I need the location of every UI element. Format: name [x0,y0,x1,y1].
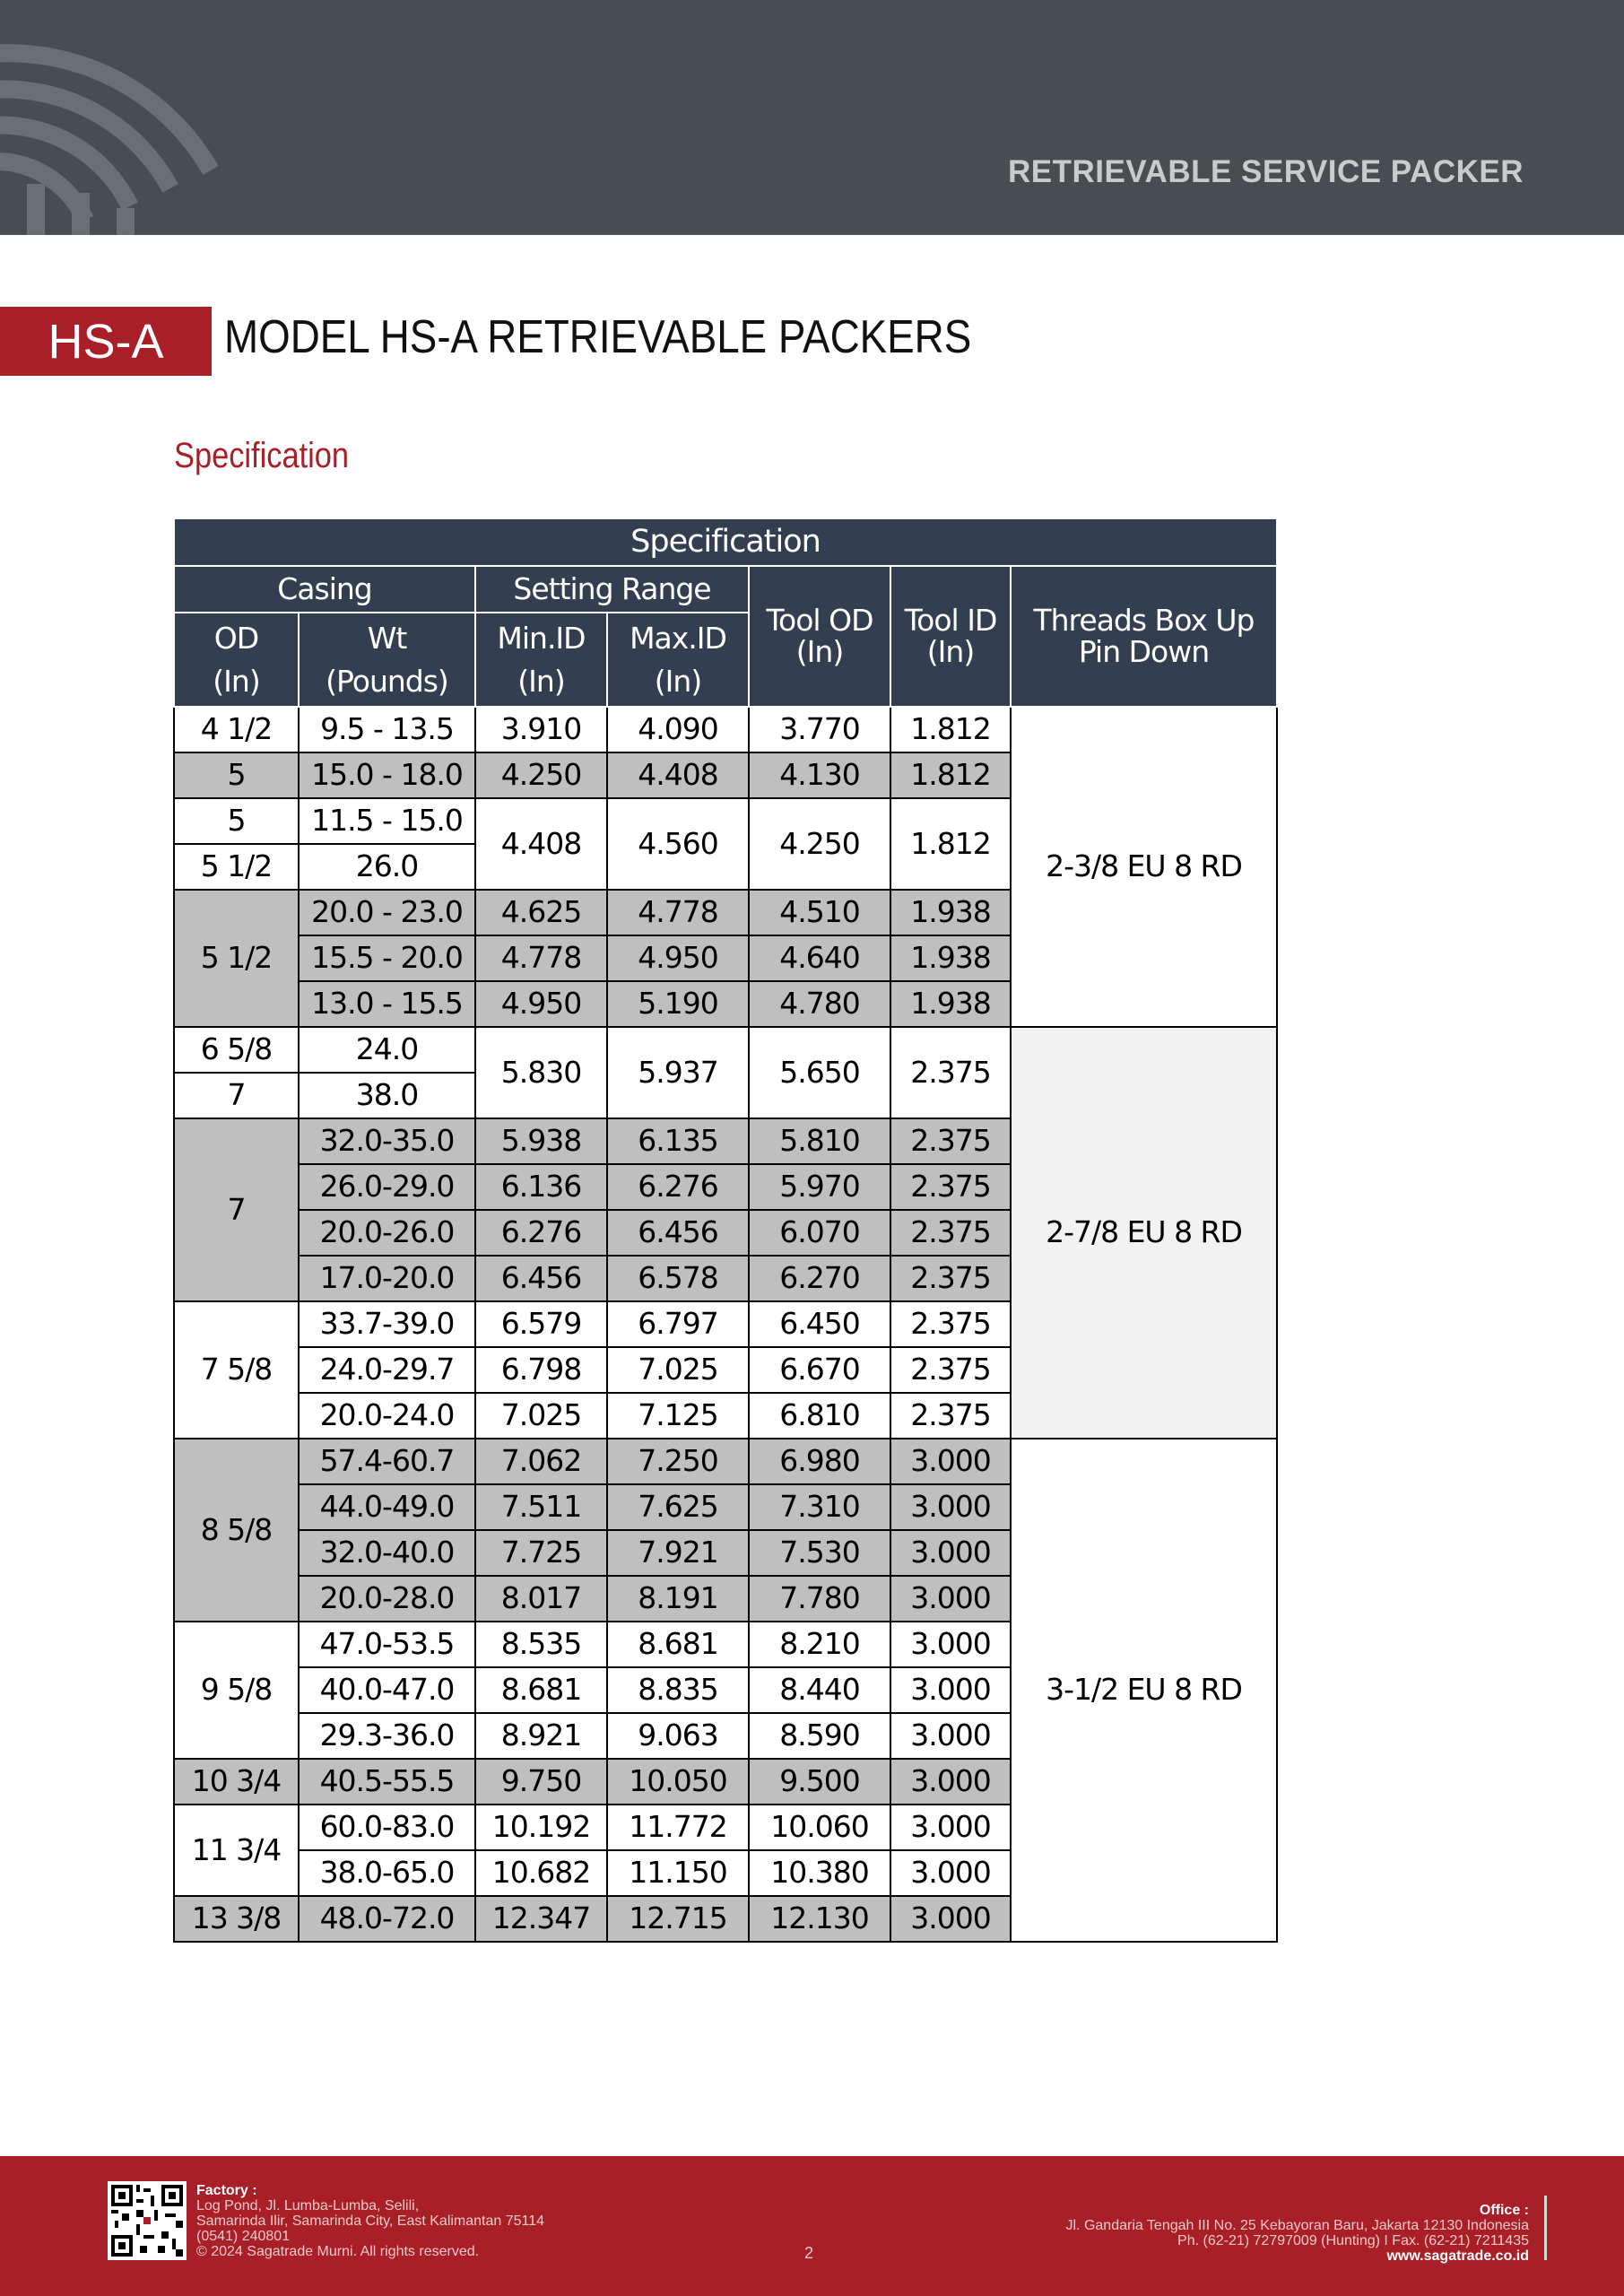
cell-min-id: 8.017 [475,1576,607,1622]
cell-max-id: 8.191 [607,1576,749,1622]
cell-od: 7 [174,1118,299,1301]
specification-table [173,517,1278,1943]
cell-tool-od: 4.130 [749,752,890,798]
cell-tool-od: 6.070 [749,1210,890,1256]
cell-od: 10 3/4 [174,1759,299,1805]
document-title: RETRIEVABLE SERVICE PACKER [1007,154,1524,189]
cell-wt: 60.0-83.0 [299,1805,475,1850]
model-title: MODEL HS-A RETRIEVABLE PACKERS [224,311,972,363]
cell-wt: 11.5 - 15.0 [299,798,475,844]
cell-tool-id: 1.938 [890,890,1011,935]
cell-min-id: 7.025 [475,1393,607,1439]
cell-tool-id: 2.375 [890,1164,1011,1210]
cell-od: 5 [174,798,299,844]
table-row [174,1027,1277,1073]
cell-tool-od: 6.450 [749,1301,890,1347]
cell-tool-od: 10.380 [749,1850,890,1896]
cell-od: 5 [174,752,299,798]
header-tool-od: Tool OD (In) [749,566,890,707]
header-tool-id: Tool ID (In) [890,566,1011,707]
cell-max-id: 7.625 [607,1484,749,1530]
table-title-row [174,518,1277,566]
cell-max-id: 11.772 [607,1805,749,1850]
cell-wt: 44.0-49.0 [299,1484,475,1530]
cell-wt: 15.0 - 18.0 [299,752,475,798]
cell-tool-id: 3.000 [890,1622,1011,1667]
cell-wt: 13.0 - 15.5 [299,981,475,1027]
cell-min-id: 7.062 [475,1439,607,1484]
cell-tool-od: 7.530 [749,1530,890,1576]
cell-wt: 20.0 - 23.0 [299,890,475,935]
cell-threads: 2-3/8 EU 8 RD [1011,707,1277,1027]
header-min-id: Min.ID (In) [475,613,607,707]
cell-tool-od: 4.640 [749,935,890,981]
factory-line: Samarinda Ilir, Samarinda City, East Kalimantan 75114 [196,2213,545,2229]
cell-tool-od: 8.440 [749,1667,890,1713]
cell-wt: 57.4-60.7 [299,1439,475,1484]
cell-tool-id: 3.000 [890,1576,1011,1622]
qr-code-icon [108,2181,187,2260]
cell-tool-id: 2.375 [890,1393,1011,1439]
cell-max-id: 6.797 [607,1301,749,1347]
cell-min-id: 5.938 [475,1118,607,1164]
cell-tool-od: 5.970 [749,1164,890,1210]
cell-wt: 47.0-53.5 [299,1622,475,1667]
cell-wt: 24.0 [299,1027,475,1073]
cell-tool-od: 4.510 [749,890,890,935]
office-address [1066,2203,1530,2264]
footer-divider [1544,2196,1547,2260]
cell-od: 11 3/4 [174,1805,299,1896]
factory-label: Factory : [196,2183,257,2198]
cell-max-id: 12.715 [607,1896,749,1942]
cell-min-id: 8.921 [475,1713,607,1759]
office-line: Ph. (62-21) 72797009 (Hunting) I Fax. (62-21) 7211435 [1177,2233,1529,2248]
office-label: Office : [1479,2203,1529,2218]
header-wt: Wt (Pounds) [299,613,475,707]
cell-min-id: 10.192 [475,1805,607,1850]
cell-wt: 40.5-55.5 [299,1759,475,1805]
cell-max-id: 7.025 [607,1347,749,1393]
table-row [174,1439,1277,1484]
cell-wt: 40.0-47.0 [299,1667,475,1713]
cell-wt: 33.7-39.0 [299,1301,475,1347]
cell-tool-od: 9.500 [749,1759,890,1805]
cell-tool-od: 3.770 [749,707,890,752]
header-max-id: Max.ID (In) [607,613,749,707]
cell-max-id: 8.835 [607,1667,749,1713]
cell-wt: 29.3-36.0 [299,1713,475,1759]
cell-min-id: 9.750 [475,1759,607,1805]
cell-tool-id: 2.375 [890,1118,1011,1164]
cell-max-id: 9.063 [607,1713,749,1759]
table-row [174,707,1277,752]
cell-wt: 38.0-65.0 [299,1850,475,1896]
cell-wt: 20.0-26.0 [299,1210,475,1256]
cell-max-id: 6.578 [607,1256,749,1301]
cell-wt: 32.0-40.0 [299,1530,475,1576]
cell-wt: 26.0-29.0 [299,1164,475,1210]
factory-line: (0541) 240801 [196,2229,291,2244]
cell-tool-od: 6.670 [749,1347,890,1393]
cell-tool-od: 7.780 [749,1576,890,1622]
cell-min-id: 12.347 [475,1896,607,1942]
cell-wt: 26.0 [299,844,475,890]
cell-wt: 20.0-24.0 [299,1393,475,1439]
cell-od: 8 5/8 [174,1439,299,1622]
company-logo-watermark-icon [0,0,233,235]
website-link[interactable]: www.sagatrade.co.id [1386,2248,1529,2264]
cell-min-id: 4.778 [475,935,607,981]
cell-tool-od: 7.310 [749,1484,890,1530]
cell-min-id: 4.408 [475,798,607,890]
cell-tool-od: 4.780 [749,981,890,1027]
cell-min-id: 3.910 [475,707,607,752]
cell-od: 9 5/8 [174,1622,299,1759]
cell-max-id: 6.276 [607,1164,749,1210]
cell-min-id: 8.681 [475,1667,607,1713]
cell-tool-od: 10.060 [749,1805,890,1850]
cell-tool-od: 8.590 [749,1713,890,1759]
cell-max-id: 5.190 [607,981,749,1027]
cell-min-id: 10.682 [475,1850,607,1896]
cell-max-id: 4.560 [607,798,749,890]
factory-address [196,2183,544,2259]
cell-min-id: 6.579 [475,1301,607,1347]
cell-max-id: 4.408 [607,752,749,798]
factory-line: Log Pond, Jl. Lumba-Lumba, Selili, [196,2198,420,2213]
cell-wt: 38.0 [299,1073,475,1118]
cell-od: 5 1/2 [174,890,299,1027]
cell-tool-od: 12.130 [749,1896,890,1942]
cell-min-id: 8.535 [475,1622,607,1667]
cell-min-id: 4.625 [475,890,607,935]
table-title: Specification [174,518,1277,566]
cell-tool-od: 6.810 [749,1393,890,1439]
cell-tool-od: 6.270 [749,1256,890,1301]
cell-min-id: 6.798 [475,1347,607,1393]
cell-tool-od: 5.650 [749,1027,890,1118]
cell-tool-id: 3.000 [890,1439,1011,1484]
cell-max-id: 7.921 [607,1530,749,1576]
cell-od: 7 5/8 [174,1301,299,1439]
cell-tool-id: 3.000 [890,1850,1011,1896]
cell-tool-id: 3.000 [890,1484,1011,1530]
cell-max-id: 6.456 [607,1210,749,1256]
cell-tool-od: 5.810 [749,1118,890,1164]
cell-min-id: 4.950 [475,981,607,1027]
cell-od: 5 1/2 [174,844,299,890]
cell-min-id: 6.276 [475,1210,607,1256]
cell-wt: 15.5 - 20.0 [299,935,475,981]
cell-tool-id: 3.000 [890,1713,1011,1759]
cell-tool-id: 1.938 [890,935,1011,981]
cell-max-id: 10.050 [607,1759,749,1805]
cell-tool-od: 8.210 [749,1622,890,1667]
cell-min-id: 4.250 [475,752,607,798]
cell-tool-id: 3.000 [890,1805,1011,1850]
header-threads: Threads Box Up Pin Down [1011,566,1277,707]
header-od: OD (In) [174,613,299,707]
cell-max-id: 4.090 [607,707,749,752]
cell-tool-id: 3.000 [890,1530,1011,1576]
cell-tool-id: 3.000 [890,1896,1011,1942]
page-number: 2 [804,2244,814,2262]
cell-threads: 2-7/8 EU 8 RD [1011,1027,1277,1439]
cell-max-id: 11.150 [607,1850,749,1896]
header-casing: Casing [174,566,475,613]
cell-wt: 48.0-72.0 [299,1896,475,1942]
cell-threads: 3-1/2 EU 8 RD [1011,1439,1277,1942]
cell-max-id: 5.937 [607,1027,749,1118]
header-setting-range: Setting Range [475,566,749,613]
cell-od: 7 [174,1073,299,1118]
cell-max-id: 6.135 [607,1118,749,1164]
section-title: Specification [174,436,350,475]
cell-od: 6 5/8 [174,1027,299,1073]
cell-min-id: 6.136 [475,1164,607,1210]
cell-max-id: 7.125 [607,1393,749,1439]
cell-tool-id: 1.812 [890,798,1011,890]
cell-tool-id: 3.000 [890,1759,1011,1805]
cell-wt: 9.5 - 13.5 [299,707,475,752]
cell-wt: 17.0-20.0 [299,1256,475,1301]
model-badge: HS-A [0,307,212,376]
cell-min-id: 7.725 [475,1530,607,1576]
cell-tool-id: 2.375 [890,1256,1011,1301]
copyright: © 2024 Sagatrade Murni. All rights reserved. [196,2244,480,2259]
cell-tool-id: 1.812 [890,707,1011,752]
cell-tool-id: 2.375 [890,1301,1011,1347]
cell-max-id: 4.950 [607,935,749,981]
cell-max-id: 4.778 [607,890,749,935]
cell-wt: 24.0-29.7 [299,1347,475,1393]
cell-max-id: 8.681 [607,1622,749,1667]
cell-wt: 20.0-28.0 [299,1576,475,1622]
cell-tool-od: 4.250 [749,798,890,890]
cell-tool-id: 2.375 [890,1347,1011,1393]
cell-tool-id: 1.812 [890,752,1011,798]
cell-tool-id: 3.000 [890,1667,1011,1713]
cell-tool-id: 1.938 [890,981,1011,1027]
cell-wt: 32.0-35.0 [299,1118,475,1164]
cell-max-id: 7.250 [607,1439,749,1484]
cell-min-id: 6.456 [475,1256,607,1301]
page-header [0,0,1624,235]
cell-min-id: 5.830 [475,1027,607,1118]
cell-od: 4 1/2 [174,707,299,752]
page-footer [0,2156,1624,2296]
table-header-row [174,566,1277,613]
cell-tool-od: 6.980 [749,1439,890,1484]
cell-tool-id: 2.375 [890,1027,1011,1118]
cell-tool-id: 2.375 [890,1210,1011,1256]
office-line: Jl. Gandaria Tengah III No. 25 Kebayoran Baru, Jakarta 12130 Indonesia [1065,2218,1529,2233]
cell-od: 13 3/8 [174,1896,299,1942]
cell-min-id: 7.511 [475,1484,607,1530]
